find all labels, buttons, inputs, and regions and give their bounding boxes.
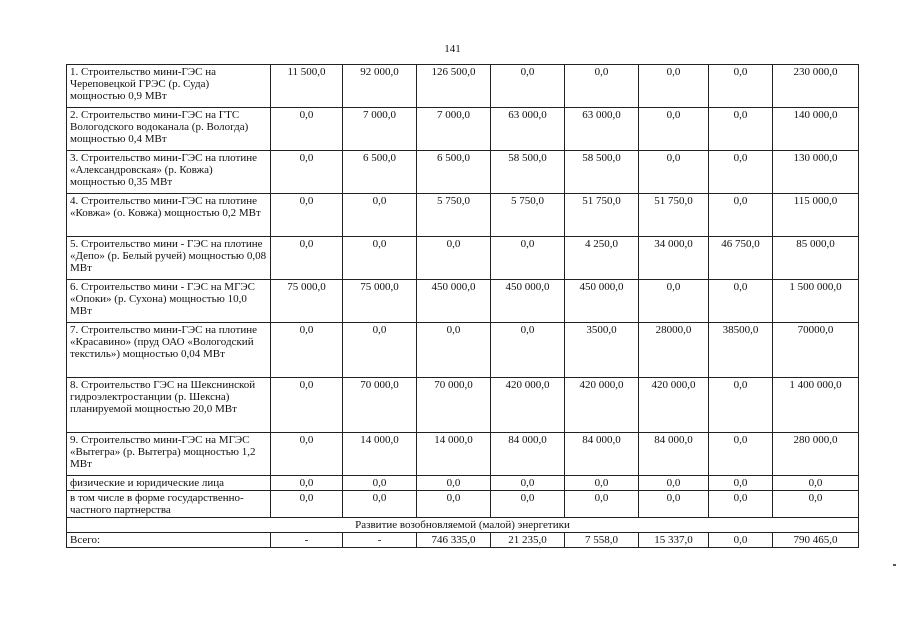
table-row: [67, 433, 859, 476]
row-value: 0,0: [773, 491, 859, 518]
table-row: [67, 280, 859, 323]
budget-table: [66, 64, 859, 548]
row-name: 5. Строительство мини - ГЭС на плотине «Депо» (р. Белый ручей) мощностью 0,08 МВт: [67, 237, 271, 280]
row-value: 63 000,0: [565, 108, 639, 151]
row-value: 51 750,0: [639, 194, 709, 237]
row-value: 38500,0: [709, 323, 773, 378]
row-value: 0,0: [709, 65, 773, 108]
total-value: -: [271, 533, 343, 548]
row-value: 140 000,0: [773, 108, 859, 151]
row-value: 70 000,0: [417, 378, 491, 433]
row-value: 63 000,0: [491, 108, 565, 151]
row-value: 3500,0: [565, 323, 639, 378]
row-value: 0,0: [491, 323, 565, 378]
row-value: 0,0: [343, 194, 417, 237]
row-value: 84 000,0: [491, 433, 565, 476]
row-name: 2. Строительство мини-ГЭС на ГТС Вологодского водоканала (р. Вологда) мощностью 0,4 МВт: [67, 108, 271, 151]
table-row: [67, 323, 859, 378]
row-value: 0,0: [271, 151, 343, 194]
row-value: 0,0: [639, 280, 709, 323]
table-row: [67, 108, 859, 151]
row-value: 14 000,0: [417, 433, 491, 476]
row-name: физические и юридические лица: [67, 476, 271, 491]
total-row: [67, 533, 859, 548]
total-value: 15 337,0: [639, 533, 709, 548]
row-value: 75 000,0: [271, 280, 343, 323]
row-value: 7 000,0: [343, 108, 417, 151]
row-value: 0,0: [709, 476, 773, 491]
row-value: 0,0: [343, 476, 417, 491]
row-value: 0,0: [491, 237, 565, 280]
row-value: 70 000,0: [343, 378, 417, 433]
row-value: 0,0: [491, 491, 565, 518]
row-value: 0,0: [491, 65, 565, 108]
row-value: 6 500,0: [417, 151, 491, 194]
row-value: 85 000,0: [773, 237, 859, 280]
table-row: [67, 476, 859, 491]
row-value: 75 000,0: [343, 280, 417, 323]
row-value: 0,0: [417, 476, 491, 491]
row-value: 0,0: [709, 151, 773, 194]
row-value: 1 400 000,0: [773, 378, 859, 433]
table-row: [67, 151, 859, 194]
row-value: 0,0: [639, 151, 709, 194]
row-value: 0,0: [639, 65, 709, 108]
total-value: -: [343, 533, 417, 548]
table-row: [67, 194, 859, 237]
table-body: [67, 65, 859, 548]
row-value: 84 000,0: [639, 433, 709, 476]
row-value: 420 000,0: [639, 378, 709, 433]
total-value: 0,0: [709, 533, 773, 548]
section-title: Развитие возобновляемой (малой) энергетики: [67, 518, 859, 533]
row-value: 1 500 000,0: [773, 280, 859, 323]
row-name: в том числе в форме государственно-частного партнерства: [67, 491, 271, 518]
row-name: 8. Строительство ГЭС на Шекснинской гидроэлектростанции (р. Шексна) планируемой мощностью 20,0 МВт: [67, 378, 271, 433]
row-value: 6 500,0: [343, 151, 417, 194]
total-label: Всего:: [67, 533, 271, 548]
page-number: 141: [444, 43, 461, 55]
row-value: 0,0: [709, 433, 773, 476]
row-value: 28000,0: [639, 323, 709, 378]
row-name: 7. Строительство мини-ГЭС на плотине «Красавино» (пруд ОАО «Вологодский текстиль») мощностью 0,04 МВт: [67, 323, 271, 378]
row-value: 0,0: [639, 491, 709, 518]
row-value: 5 750,0: [491, 194, 565, 237]
row-value: 0,0: [417, 491, 491, 518]
row-value: 0,0: [639, 476, 709, 491]
row-value: 0,0: [271, 237, 343, 280]
row-value: 0,0: [271, 476, 343, 491]
row-value: 420 000,0: [491, 378, 565, 433]
row-value: 0,0: [565, 476, 639, 491]
row-value: 0,0: [709, 491, 773, 518]
row-value: 0,0: [271, 491, 343, 518]
row-value: 70000,0: [773, 323, 859, 378]
row-value: 0,0: [271, 108, 343, 151]
table-row: [67, 65, 859, 108]
row-value: 84 000,0: [565, 433, 639, 476]
row-value: 280 000,0: [773, 433, 859, 476]
row-value: 0,0: [271, 378, 343, 433]
row-value: 0,0: [271, 323, 343, 378]
row-value: 0,0: [709, 378, 773, 433]
total-value: 7 558,0: [565, 533, 639, 548]
table-row: [67, 378, 859, 433]
row-value: 0,0: [565, 491, 639, 518]
row-value: 5 750,0: [417, 194, 491, 237]
row-value: 0,0: [709, 280, 773, 323]
row-value: 230 000,0: [773, 65, 859, 108]
table-row: [67, 491, 859, 518]
row-value: 34 000,0: [639, 237, 709, 280]
total-value: 790 465,0: [773, 533, 859, 548]
row-value: 14 000,0: [343, 433, 417, 476]
row-value: 11 500,0: [271, 65, 343, 108]
row-value: 450 000,0: [565, 280, 639, 323]
row-value: 51 750,0: [565, 194, 639, 237]
row-value: 0,0: [343, 323, 417, 378]
row-value: 0,0: [417, 237, 491, 280]
row-value: 450 000,0: [491, 280, 565, 323]
scan-mark: [893, 564, 896, 566]
row-value: 0,0: [271, 194, 343, 237]
row-value: 4 250,0: [565, 237, 639, 280]
row-value: 0,0: [709, 108, 773, 151]
row-value: 58 500,0: [565, 151, 639, 194]
row-name: 9. Строительство мини-ГЭС на МГЭС «Вытегра» (р. Вытегра) мощностью 1,2 МВт: [67, 433, 271, 476]
row-value: 0,0: [343, 491, 417, 518]
row-value: 0,0: [417, 323, 491, 378]
row-value: 126 500,0: [417, 65, 491, 108]
row-value: 115 000,0: [773, 194, 859, 237]
row-value: 0,0: [565, 65, 639, 108]
row-value: 450 000,0: [417, 280, 491, 323]
row-value: 46 750,0: [709, 237, 773, 280]
row-value: 0,0: [271, 433, 343, 476]
row-value: 130 000,0: [773, 151, 859, 194]
row-value: 0,0: [491, 476, 565, 491]
row-name: 3. Строительство мини-ГЭС на плотине «Александровская» (р. Ковжа) мощностью 0,35 МВт: [67, 151, 271, 194]
row-value: 92 000,0: [343, 65, 417, 108]
total-value: 21 235,0: [491, 533, 565, 548]
row-value: 420 000,0: [565, 378, 639, 433]
row-name: 6. Строительство мини - ГЭС на МГЭС «Опоки» (р. Сухона) мощностью 10,0 МВт: [67, 280, 271, 323]
section-row: [67, 518, 859, 533]
row-value: 0,0: [343, 237, 417, 280]
total-value: 746 335,0: [417, 533, 491, 548]
row-value: 0,0: [709, 194, 773, 237]
row-name: 4. Строительство мини-ГЭС на плотине «Ковжа» (о. Ковжа) мощностью 0,2 МВт: [67, 194, 271, 237]
row-value: 7 000,0: [417, 108, 491, 151]
table-row: [67, 237, 859, 280]
row-name: 1. Строительство мини-ГЭС на Череповецкой ГРЭС (р. Суда) мощностью 0,9 МВт: [67, 65, 271, 108]
row-value: 0,0: [773, 476, 859, 491]
row-value: 0,0: [639, 108, 709, 151]
row-value: 58 500,0: [491, 151, 565, 194]
